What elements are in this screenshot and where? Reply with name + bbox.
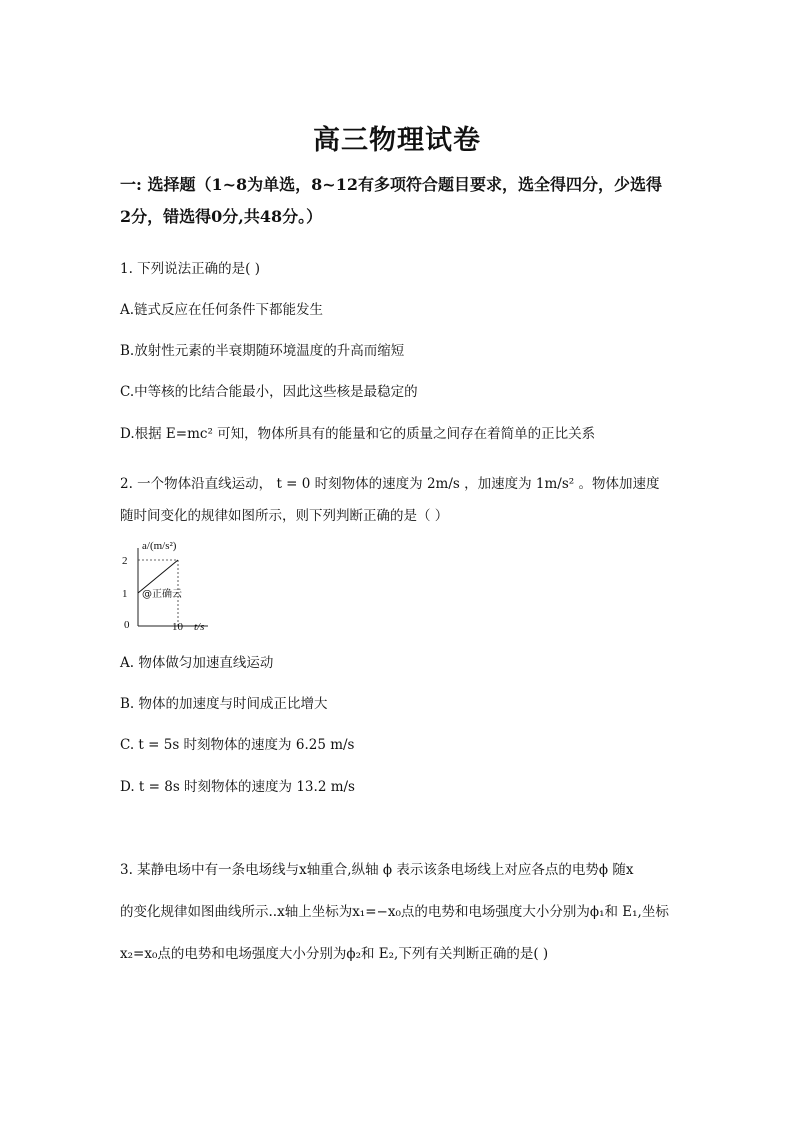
question-1-option-d: D.根据 E=mc² 可知，物体所具有的能量和它的质量之间存在着简单的正比关系: [120, 426, 596, 442]
question-2-option-b: B. 物体的加速度与时间成正比增大: [120, 696, 328, 712]
origin-label: 0: [124, 619, 130, 631]
question-3-line3: x₂=x₀点的电势和电场强度大小分别为ϕ₂和 E₂,下列有关判断正确的是( ): [120, 946, 549, 962]
question-3-line1: 3. 某静电场中有一条电场线与x轴重合,纵轴 ϕ 表示该条电场线上对应各点的电势ϕ 随x: [120, 862, 634, 878]
y-tick-label: 2: [122, 555, 128, 567]
acceleration-time-chart: [112, 538, 222, 638]
page-title: 高三物理试卷: [313, 125, 481, 156]
watermark-annotation: @正确云: [142, 589, 182, 600]
x-tick-label: 10: [172, 621, 183, 633]
y-axis-label: a/(m/s²): [142, 540, 177, 552]
question-1-option-c: C.中等核的比结合能最小，因此这些核是最稳定的: [120, 384, 418, 400]
question-3-line2: 的变化规律如图曲线所示..x轴上坐标为x₁=−x₀点的电势和电场强度大小分别为ϕ₁和 E₁,坐标: [120, 904, 669, 920]
question-2-option-c: C. t = 5s 时刻物体的速度为 6.25 m/s: [120, 737, 355, 753]
question-2-option-a: A. 物体做匀加速直线运动: [120, 655, 274, 671]
section-heading-line2: 2分，错选得0分,共48分。）: [120, 207, 323, 226]
question-2-stem-line1: 2. 一个物体沿直线运动， t = 0 时刻物体的速度为 2m/s ，加速度为 1m/s² 。物体加速度: [120, 476, 660, 492]
question-1-option-a: A.链式反应在任何条件下都能发生: [120, 302, 324, 318]
question-1-option-b: B.放射性元素的半衰期随环境温度的升高而缩短: [120, 343, 405, 359]
question-1-stem: 1. 下列说法正确的是( ): [120, 261, 260, 277]
y-tick-label: 1: [122, 588, 128, 600]
x-axis-label: t/s: [194, 621, 205, 633]
section-heading-line1: 一: 选择题（1~8为单选，8~12有多项符合题目要求，选全得四分，少选得: [120, 175, 662, 194]
question-2-option-d: D. t = 8s 时刻物体的速度为 13.2 m/s: [120, 779, 355, 795]
question-2-stem-line2: 随时间变化的规律如图所示，则下列判断正确的是（ ）: [120, 508, 449, 524]
